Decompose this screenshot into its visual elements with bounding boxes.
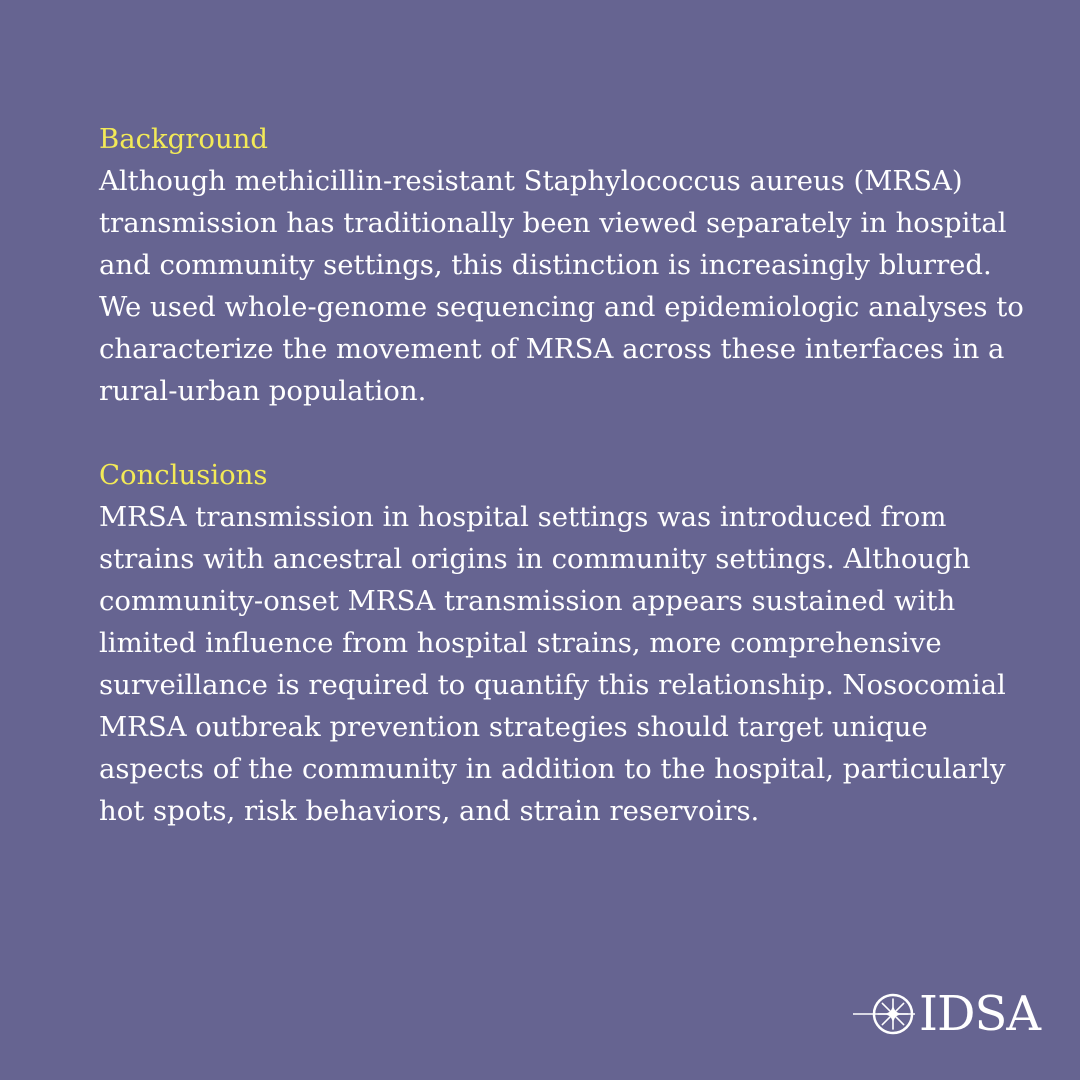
conclusions-heading: Conclusions: [99, 459, 268, 491]
idsa-logo: [853, 988, 1040, 1040]
star-burst-icon: [853, 990, 917, 1038]
background-section: [99, 118, 1039, 412]
conclusions-body: MRSA transmission in hospital settings was introduced from strains with ancestral origins in community settings. Although community-onset MRSA transmission appears sustained with limited influence from hospital strains, more comprehensive surveillance is required to quantify this relationship. Nosocomial MRSA outbreak prevention strategies should target unique aspects of the community in addition to the hospital, particularly hot spots, risk behaviors, and strain reservoirs.: [99, 501, 1006, 827]
logo-text: IDSA: [919, 986, 1040, 1042]
background-body: Although methicillin-resistant Staphylococcus aureus (MRSA) transmission has traditionally been viewed separately in hospital and community settings, this distinction is increasingly blurred. We used whole-genome sequencing and epidemiologic analyses to characterize the movement of MRSA across these interfaces in a rural-urban population.: [99, 165, 1024, 407]
conclusions-section: [99, 454, 1039, 832]
background-heading: Background: [99, 123, 269, 155]
abstract-content: [99, 118, 1039, 832]
